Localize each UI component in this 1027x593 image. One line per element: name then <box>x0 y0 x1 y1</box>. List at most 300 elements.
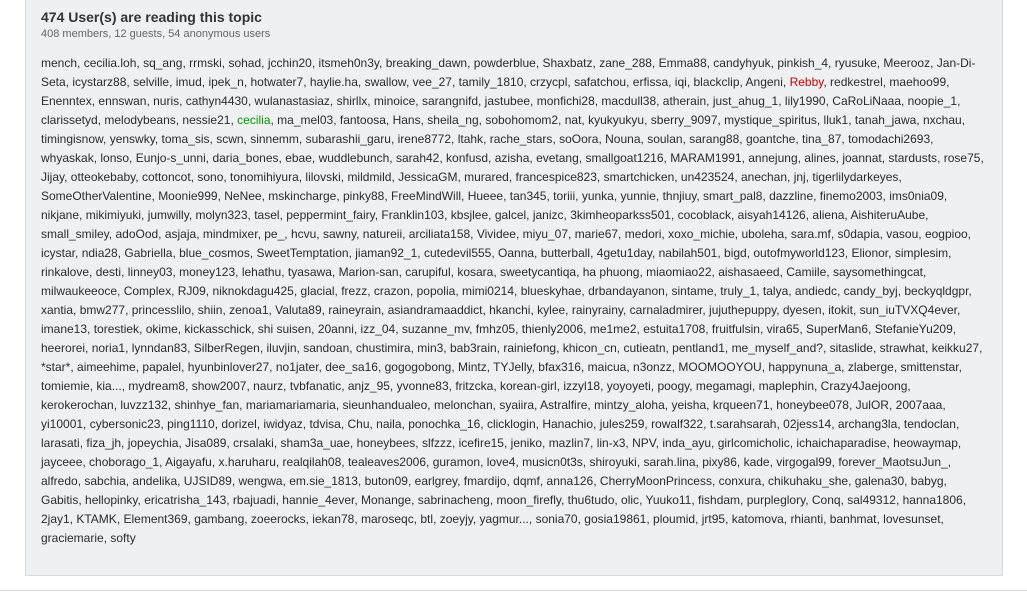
user-link[interactable]: murared <box>464 170 509 184</box>
user-link[interactable]: arciliata158 <box>408 227 471 241</box>
user-link[interactable]: kbsjlee <box>450 208 489 222</box>
user-link[interactable]: Vividee <box>476 227 516 241</box>
user-link[interactable]: guramon <box>432 455 481 469</box>
user-link[interactable]: JessicaGM <box>398 170 458 184</box>
user-link[interactable]: moon_firefly <box>496 493 561 507</box>
user-link[interactable]: smittenstar <box>900 360 959 374</box>
user-link[interactable]: hkanchi <box>489 303 531 317</box>
user-link[interactable]: 2007aaa <box>895 398 943 412</box>
user-link[interactable]: francespice823 <box>515 170 597 184</box>
user-link[interactable]: nuris <box>153 94 180 108</box>
user-link[interactable]: fruitfulsin <box>711 322 760 336</box>
user-link[interactable]: tomiemie <box>41 379 90 393</box>
user-link[interactable]: Jan-Di-Seta <box>41 56 976 89</box>
user-link[interactable]: syaiira <box>499 398 535 412</box>
user-link[interactable]: SilberRegen <box>193 341 260 355</box>
user-link[interactable]: nxchau <box>922 113 962 127</box>
user-link[interactable]: nabilah501 <box>658 246 718 260</box>
user-link[interactable]: t.sarahsarah <box>709 417 777 431</box>
user-link[interactable]: yoyoyeti <box>606 379 651 393</box>
user-link[interactable]: me1me2 <box>589 322 637 336</box>
user-link[interactable]: iekan78 <box>312 512 355 526</box>
user-link[interactable]: sabrinacheng <box>417 493 490 507</box>
user-link[interactable]: maplephin <box>758 379 814 393</box>
user-link[interactable]: thienly2006 <box>521 322 584 336</box>
user-link[interactable]: wengwa <box>238 474 283 488</box>
user-link[interactable]: subarashii_garu <box>305 132 391 146</box>
user-link[interactable]: honeybees <box>356 436 416 450</box>
user-link[interactable]: irene8772 <box>397 132 452 146</box>
user-link[interactable]: luvzz132 <box>120 398 168 412</box>
user-link[interactable]: sandoan <box>303 341 350 355</box>
user-link[interactable]: smart_pal8 <box>703 189 763 203</box>
user-link[interactable]: MARAM1991 <box>670 151 742 165</box>
user-link[interactable]: tan345 <box>509 189 547 203</box>
user-link[interactable]: Enenntex <box>41 94 92 108</box>
user-link[interactable]: hyunbinlover27 <box>187 360 270 374</box>
user-link[interactable]: Angeni <box>745 75 783 89</box>
user-link[interactable]: AishiteruAube <box>850 208 926 222</box>
user-link[interactable]: jopeychia <box>127 436 179 450</box>
user-link[interactable]: naurz <box>253 379 284 393</box>
user-link[interactable]: soOora <box>559 132 599 146</box>
user-link[interactable]: minoice <box>373 94 416 108</box>
user-link[interactable]: maroseqc <box>361 512 414 526</box>
user-link[interactable]: chikuhaku_she <box>768 474 849 488</box>
user-link[interactable]: estuita1708 <box>643 322 706 336</box>
user-link[interactable]: zane_288 <box>599 56 652 70</box>
user-link[interactable]: dyesen <box>782 303 822 317</box>
user-link[interactable]: rrmski <box>189 56 222 70</box>
user-link[interactable]: pinky88 <box>342 189 385 203</box>
user-link[interactable]: earlgrey <box>414 474 458 488</box>
user-link[interactable]: conxura <box>718 474 762 488</box>
user-link[interactable]: bfax316 <box>538 360 581 374</box>
user-link[interactable]: thnjiuy <box>662 189 697 203</box>
user-link[interactable]: xantia <box>41 303 74 317</box>
user-link[interactable]: bab3rain <box>449 341 497 355</box>
user-link[interactable]: sinnemm <box>250 132 299 146</box>
user-link[interactable]: NeNee <box>224 189 262 203</box>
user-link[interactable]: itokit <box>828 303 853 317</box>
user-link[interactable]: azisha <box>494 151 530 165</box>
user-link[interactable]: eogpioo <box>924 227 968 241</box>
user-link[interactable]: breaking_dawn <box>385 56 468 70</box>
user-link[interactable]: otteokebaby <box>70 170 136 184</box>
user-link[interactable]: glacial <box>300 284 335 298</box>
user-link[interactable]: cathyn4430 <box>185 94 248 108</box>
user-link[interactable]: gambang <box>194 512 245 526</box>
user-link[interactable]: heowaymap <box>893 436 958 450</box>
user-link[interactable]: Camiile <box>786 265 827 279</box>
user-link[interactable]: jayceee <box>41 455 83 469</box>
user-link[interactable]: zoeyjy <box>439 512 473 526</box>
user-link[interactable]: gogogobong <box>384 360 452 374</box>
user-link[interactable]: maehoo99 <box>889 75 947 89</box>
user-link[interactable]: zenoa1 <box>229 303 269 317</box>
user-link[interactable]: Shaxbatz <box>542 56 593 70</box>
user-link[interactable]: Eunjo-s_unni <box>135 151 206 165</box>
user-link[interactable]: sieunhandualeo <box>342 398 428 412</box>
user-link[interactable]: choborago_1 <box>89 455 160 469</box>
user-link[interactable]: Franklin103 <box>381 208 445 222</box>
user-link[interactable]: princesslilo <box>131 303 192 317</box>
user-link[interactable]: Complex <box>123 284 172 298</box>
user-link[interactable]: imud <box>175 75 202 89</box>
user-link[interactable]: jeniko <box>510 436 543 450</box>
user-link[interactable]: fantoosa <box>339 113 386 127</box>
user-link[interactable]: Element369 <box>123 512 188 526</box>
user-link[interactable]: SuperMan6 <box>805 322 869 336</box>
user-link[interactable]: alines <box>804 151 836 165</box>
user-link[interactable]: simplesim <box>894 246 949 260</box>
user-link[interactable]: sberry_9097 <box>650 113 718 127</box>
user-link[interactable]: TYJelly <box>493 360 532 374</box>
user-link[interactable]: 2jay1 <box>41 512 70 526</box>
user-link[interactable]: anna126 <box>546 474 594 488</box>
user-link[interactable]: yvonne83 <box>396 379 449 393</box>
user-link[interactable]: dee_sa16 <box>325 360 378 374</box>
user-link[interactable]: alfredo <box>41 474 78 488</box>
user-link[interactable]: kerokerochan <box>41 398 114 412</box>
user-link[interactable]: adoOod <box>115 227 159 241</box>
user-link[interactable]: sq_ang <box>143 56 183 70</box>
user-link[interactable]: evetang <box>536 151 579 165</box>
user-link[interactable]: smartchicken <box>603 170 675 184</box>
user-link[interactable]: erfissa <box>632 75 669 89</box>
user-link[interactable]: archang3la <box>837 417 898 431</box>
user-link[interactable]: jules259 <box>599 417 645 431</box>
user-link[interactable]: Conq <box>811 493 841 507</box>
user-link[interactable]: lluk1 <box>823 113 849 127</box>
user-link[interactable]: carupiful <box>405 265 451 279</box>
user-link[interactable]: nessie21 <box>182 113 231 127</box>
user-link[interactable]: icystarz88 <box>72 75 127 89</box>
user-link[interactable]: galcel <box>494 208 527 222</box>
user-link[interactable]: mariamariamaria <box>245 398 336 412</box>
user-link[interactable]: Hans <box>392 113 421 127</box>
user-link[interactable]: inda_ayu <box>662 436 712 450</box>
user-link[interactable]: joannat <box>842 151 882 165</box>
user-link[interactable]: molyn323 <box>195 208 248 222</box>
user-link[interactable]: rainyrainy <box>571 303 623 317</box>
user-link[interactable]: toriii <box>553 189 576 203</box>
user-link[interactable]: jiaman92_1 <box>355 246 418 260</box>
user-link[interactable]: forever_MaotsuJun_ <box>838 455 948 469</box>
user-link[interactable]: cottoncot <box>141 170 191 184</box>
user-link[interactable]: sara.mf <box>790 227 831 241</box>
user-link[interactable]: RJ09 <box>177 284 206 298</box>
user-link[interactable]: fiza_jh <box>86 436 122 450</box>
user-link[interactable]: sintame <box>671 284 714 298</box>
user-link[interactable]: blue_cosmos <box>179 246 250 260</box>
user-link[interactable]: 3kimheoparkss501 <box>570 208 671 222</box>
user-link[interactable]: bigd <box>724 246 747 260</box>
user-link[interactable]: ponochka_16 <box>408 417 481 431</box>
user-link[interactable]: tomodachi2693 <box>848 132 931 146</box>
user-link[interactable]: keikku27 <box>931 341 980 355</box>
user-link[interactable]: anjz_95 <box>347 379 390 393</box>
user-link[interactable]: s0dapia <box>837 227 880 241</box>
user-link[interactable]: wulanastasiaz <box>254 94 330 108</box>
user-link[interactable]: bmw277 <box>79 303 126 317</box>
user-link[interactable]: clicklogin <box>486 417 536 431</box>
user-link[interactable]: rhianti <box>790 512 824 526</box>
user-link[interactable]: ipek_n <box>208 75 244 89</box>
user-link[interactable]: MOOMOOYOU <box>678 360 762 374</box>
user-link[interactable]: beckyqldgpr <box>904 284 969 298</box>
user-link[interactable]: korean-girl <box>500 379 557 393</box>
user-link[interactable]: banhmat <box>829 512 877 526</box>
user-link[interactable]: yi10001 <box>41 417 84 431</box>
user-link[interactable]: linney03 <box>127 265 173 279</box>
user-link[interactable]: tina_87 <box>802 132 842 146</box>
user-link[interactable]: yeisha <box>671 398 707 412</box>
user-link[interactable]: yenswky <box>109 132 155 146</box>
user-link[interactable]: just_ahug_1 <box>712 94 779 108</box>
user-link[interactable]: dorizel <box>221 417 257 431</box>
user-link[interactable]: ryusuke <box>834 56 877 70</box>
user-link[interactable]: cecilia.loh <box>83 56 137 70</box>
user-link[interactable]: mench <box>41 56 78 70</box>
user-link[interactable]: buton09 <box>364 474 408 488</box>
user-link[interactable]: StefanieYu209 <box>874 322 953 336</box>
user-link[interactable]: me_myself_and? <box>731 341 823 355</box>
user-link[interactable]: finemo2003 <box>819 189 883 203</box>
user-link[interactable]: annejung <box>748 151 798 165</box>
user-link[interactable]: Jisa089 <box>185 436 227 450</box>
user-link[interactable]: jastubee <box>484 94 531 108</box>
user-link[interactable]: yagmur... <box>479 512 529 526</box>
user-link[interactable]: KTAMK <box>76 512 117 526</box>
user-link[interactable]: Aigayafu <box>165 455 212 469</box>
user-link[interactable]: shinhye_fan <box>174 398 240 412</box>
user-link[interactable]: realqilah08 <box>282 455 342 469</box>
user-link[interactable]: Meerooz <box>883 56 931 70</box>
user-link[interactable]: swallow <box>364 75 406 89</box>
user-link[interactable]: ha phuong <box>582 265 640 279</box>
user-link[interactable]: toma_sis <box>161 132 210 146</box>
user-link[interactable]: ennswan <box>98 94 147 108</box>
user-link[interactable]: maicua <box>587 360 627 374</box>
user-link[interactable]: sham3a_uae <box>280 436 350 450</box>
user-link[interactable]: sun_iuTVXQ4ever <box>859 303 957 317</box>
user-link[interactable]: dqmf <box>513 474 540 488</box>
user-link[interactable]: sheila_ng <box>427 113 479 127</box>
user-link[interactable]: yunnie <box>620 189 656 203</box>
user-link[interactable]: mikimiyuki <box>85 208 142 222</box>
user-link[interactable]: mindmixer <box>202 227 258 241</box>
user-link[interactable]: UJSID89 <box>183 474 232 488</box>
user-link[interactable]: lin-x3 <box>596 436 626 450</box>
user-link[interactable]: yunka <box>581 189 614 203</box>
user-link[interactable]: show2007 <box>191 379 247 393</box>
user-link[interactable]: janizc <box>532 208 564 222</box>
user-link[interactable]: love4 <box>486 455 516 469</box>
user-link[interactable]: butterball <box>540 246 591 260</box>
user-link[interactable]: andelika <box>132 474 178 488</box>
user-link[interactable]: aisyah14126 <box>737 208 806 222</box>
user-link[interactable]: mydream8 <box>128 379 186 393</box>
user-link[interactable]: macdull38 <box>601 94 657 108</box>
user-link[interactable]: desti <box>95 265 122 279</box>
user-link[interactable]: gosia19861 <box>584 512 647 526</box>
user-link[interactable]: frezz <box>341 284 368 298</box>
user-link[interactable]: asjaja <box>164 227 197 241</box>
user-link[interactable]: hcvu <box>290 227 317 241</box>
user-link[interactable]: ims0nia09 <box>889 189 944 203</box>
user-link[interactable]: CaRoLiNaaa <box>832 94 901 108</box>
user-link[interactable]: lonso <box>100 151 130 165</box>
user-link[interactable]: konfusd <box>446 151 489 165</box>
user-link[interactable]: fmardijo <box>463 474 507 488</box>
user-link[interactable]: tamily_1810 <box>458 75 524 89</box>
user-link[interactable]: Gabriella <box>124 246 173 260</box>
user-link[interactable]: whyaskak <box>41 151 94 165</box>
user-link[interactable]: krqueen71 <box>712 398 770 412</box>
user-link[interactable]: thu6tudo <box>567 493 615 507</box>
user-link[interactable]: Nouna <box>605 132 641 146</box>
user-link[interactable]: graciemarie <box>41 531 104 545</box>
user-link[interactable]: shi suisen <box>257 322 312 336</box>
user-link[interactable]: cutieatn <box>623 341 666 355</box>
user-link[interactable]: andiedc <box>794 284 837 298</box>
user-link[interactable]: naila <box>376 417 402 431</box>
user-link[interactable]: dazzline <box>769 189 814 203</box>
user-link[interactable]: miaomiao22 <box>646 265 712 279</box>
user-link[interactable]: mintzy_aloha <box>594 398 665 412</box>
user-link[interactable]: musicn0t3s <box>522 455 583 469</box>
user-link[interactable]: rainiefong <box>503 341 557 355</box>
user-link[interactable]: miyu_07 <box>522 227 569 241</box>
user-link[interactable]: izzyl18 <box>563 379 601 393</box>
user-link[interactable]: outofmyworld123 <box>753 246 845 260</box>
user-link[interactable]: noopie_1 <box>907 94 958 108</box>
user-link[interactable]: itsmeh0n3y <box>318 56 380 70</box>
user-link[interactable]: zoeerocks <box>250 512 306 526</box>
user-link[interactable]: niknokdagu425 <box>212 284 294 298</box>
user-link[interactable]: crazon <box>373 284 410 298</box>
user-link[interactable]: torestiek <box>93 322 140 336</box>
user-link[interactable]: Yuuko11 <box>645 493 692 507</box>
user-link[interactable]: Hueee <box>467 189 504 203</box>
user-link[interactable]: hotwater7 <box>250 75 304 89</box>
user-link[interactable]: ma_mel03 <box>277 113 334 127</box>
user-link[interactable]: melodybeans <box>104 113 176 127</box>
user-link[interactable]: smallgoat1216 <box>585 151 664 165</box>
user-link[interactable]: poogy <box>657 379 690 393</box>
user-link[interactable]: Gabitis <box>41 493 79 507</box>
user-link[interactable]: x.haruharu <box>218 455 276 469</box>
user-link[interactable]: rbajuadi <box>232 493 276 507</box>
user-link[interactable]: melonchan <box>433 398 493 412</box>
user-link[interactable]: hannie_4ever <box>282 493 355 507</box>
user-link[interactable]: fritzcka <box>455 379 494 393</box>
user-link[interactable]: timingisnow <box>41 132 104 146</box>
user-link[interactable]: ichaichaparadise <box>796 436 887 450</box>
user-link[interactable]: haylie.ha <box>309 75 358 89</box>
user-link[interactable]: talya <box>762 284 789 298</box>
user-link[interactable]: jrt95 <box>701 512 726 526</box>
user-link[interactable]: kosara <box>457 265 494 279</box>
user-link[interactable]: carnaladmirer <box>629 303 703 317</box>
user-link[interactable]: Elionor <box>851 246 889 260</box>
user-link[interactable]: redkestrel <box>830 75 883 89</box>
user-link[interactable]: rache_stars <box>489 132 553 146</box>
user-link[interactable]: fishdam <box>698 493 741 507</box>
user-link[interactable]: shiroyuki <box>589 455 637 469</box>
user-link[interactable]: goantche <box>745 132 796 146</box>
user-link[interactable]: vee_27 <box>412 75 452 89</box>
user-link[interactable]: ltahk <box>457 132 484 146</box>
user-link[interactable]: crsalaki <box>233 436 274 450</box>
user-link[interactable]: okime <box>145 322 178 336</box>
user-link[interactable]: cybersonic23 <box>89 417 161 431</box>
user-link[interactable]: sitaslide <box>829 341 873 355</box>
user-link[interactable]: vira65 <box>766 322 800 336</box>
user-link[interactable]: lily1990 <box>784 94 826 108</box>
user-link[interactable]: candyhyuk <box>713 56 771 70</box>
user-link[interactable]: tdvisa <box>309 417 341 431</box>
user-link[interactable]: softy <box>110 531 136 545</box>
user-link[interactable]: SomeOtherValentine <box>41 189 152 203</box>
user-link[interactable]: n3onzz <box>633 360 672 374</box>
user-link[interactable]: sabchia <box>84 474 126 488</box>
user-link[interactable]: Crazy4Jaejoong <box>820 379 908 393</box>
user-link[interactable]: fmhz05 <box>475 322 516 336</box>
user-link[interactable]: khicon_cn <box>562 341 617 355</box>
user-link[interactable]: Marion-san <box>338 265 399 279</box>
user-link[interactable]: sarang88 <box>689 132 740 146</box>
user-link[interactable]: zlaberge <box>847 360 894 374</box>
user-link[interactable]: min3 <box>417 341 444 355</box>
user-link[interactable]: pe_ <box>264 227 285 241</box>
user-link[interactable]: tealeaves2006 <box>347 455 427 469</box>
user-link[interactable]: ndia28 <box>81 246 118 260</box>
user-link[interactable]: 4getu1day <box>596 246 652 260</box>
user-link[interactable]: iwidyaz <box>263 417 303 431</box>
user-link[interactable]: tigerlilydarkeyes <box>812 170 899 184</box>
user-link[interactable]: stardusts <box>888 151 938 165</box>
user-link[interactable]: icefire15 <box>458 436 504 450</box>
user-link[interactable]: cutedevil555 <box>423 246 492 260</box>
user-link[interactable]: scwn <box>216 132 244 146</box>
user-link[interactable]: raineyrain <box>328 303 382 317</box>
user-link[interactable]: JulOR <box>855 398 889 412</box>
user-link[interactable]: money123 <box>179 265 236 279</box>
user-link[interactable]: ebae <box>285 151 312 165</box>
user-link[interactable]: shirllx <box>336 94 368 108</box>
user-link[interactable]: soulan <box>647 132 683 146</box>
user-link[interactable]: cocoblack <box>677 208 731 222</box>
user-link[interactable]: wuddlebunch <box>318 151 390 165</box>
user-link[interactable]: sal49312 <box>847 493 896 507</box>
user-link[interactable]: izz_04 <box>360 322 396 336</box>
user-link[interactable]: heerorei <box>41 341 86 355</box>
user-link[interactable]: kyukyukyu <box>588 113 645 127</box>
user-link[interactable]: un423524 <box>680 170 735 184</box>
user-link[interactable]: kia... <box>96 379 122 393</box>
user-link[interactable]: mazlin7 <box>548 436 591 450</box>
user-link[interactable]: sarangnifd <box>421 94 478 108</box>
user-link[interactable]: sawny <box>322 227 357 241</box>
user-link[interactable]: strawhat <box>879 341 926 355</box>
user-link[interactable]: uboleha <box>741 227 785 241</box>
user-link[interactable]: sarah42 <box>395 151 440 165</box>
user-link[interactable]: suzanne_mv <box>401 322 470 336</box>
user-link[interactable]: lovesunset <box>883 512 941 526</box>
user-link[interactable]: olic <box>621 493 640 507</box>
